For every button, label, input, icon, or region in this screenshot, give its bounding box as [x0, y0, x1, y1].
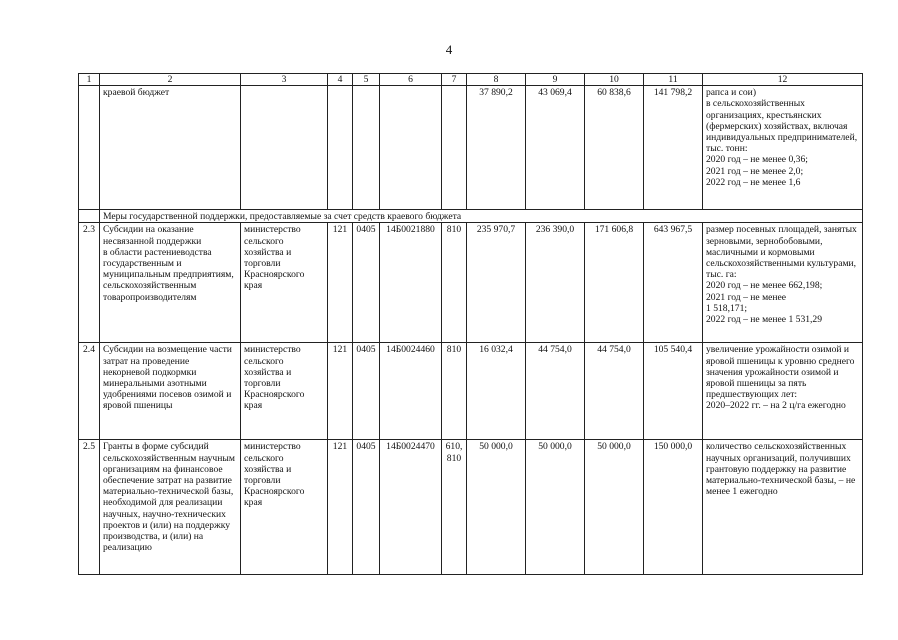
measures-table	[78, 73, 863, 575]
cell-2022: 50 000,0	[585, 440, 644, 575]
cell-grbs: 121	[328, 223, 353, 343]
cell-empty	[442, 86, 467, 210]
cell-result: размер посевных площадей, занятых зерновыми, зернобобовыми, масличными и кормовыми сельскохозяйственными культурами, тыс. га: 2020 год – не менее 662,198; 2021 год – не менее 1 518,171; 2022 год – не менее 1 531,29	[703, 223, 863, 343]
col-header: 9	[526, 74, 585, 86]
cell-2022: 171 606,8	[585, 223, 644, 343]
cell-executor: министерство сельского хозяйства и торговли Красноярского края	[241, 223, 328, 343]
cell-grbs: 121	[328, 343, 353, 440]
cell-total: 643 967,5	[644, 223, 703, 343]
table-row	[79, 223, 863, 343]
cell-name: краевой бюджет	[100, 86, 241, 210]
col-header: 6	[380, 74, 442, 86]
cell-vr: 810	[442, 223, 467, 343]
cell-empty	[79, 210, 100, 223]
cell-2022: 60 838,6	[585, 86, 644, 210]
cell-name: Гранты в форме субсидий сельскохозяйственным научным организациям на финансовое обеспечение затрат на развитие материально-технической базы, необходимой для реализации научных, научно-технических проектов и (или) на поддержку производства, и (или) на реализацию	[100, 440, 241, 575]
cell-2020: 235 970,7	[467, 223, 526, 343]
cell-empty	[328, 86, 353, 210]
cell-csr: 14Б0021880	[380, 223, 442, 343]
cell-empty	[79, 86, 100, 210]
col-header: 4	[328, 74, 353, 86]
cell-vr: 810	[442, 343, 467, 440]
cell-empty	[353, 86, 380, 210]
cell-2020: 37 890,2	[467, 86, 526, 210]
col-header: 1	[79, 74, 100, 86]
cell-csr: 14Б0024470	[380, 440, 442, 575]
cell-rzpr: 0405	[353, 223, 380, 343]
cell-total: 150 000,0	[644, 440, 703, 575]
header-row	[79, 74, 863, 86]
cell-total: 141 798,2	[644, 86, 703, 210]
cell-result: рапса и сои) в сельскохозяйственных организациях, крестьянских (фермерских) хозяйствах, включая индивидуальных предпринимателей, тыс. тонн: 2020 год – не менее 0,36; 2021 год – не менее 2,0; 2022 год – не менее 1,6	[703, 86, 863, 210]
table-row	[79, 440, 863, 575]
cell-empty	[241, 86, 328, 210]
page-number: 4	[445, 42, 453, 57]
cell-executor: министерство сельского хозяйства и торговли Красноярского края	[241, 343, 328, 440]
cell-name: Субсидии на возмещение части затрат на проведение некорневой подкормки минеральными азотными удобрениями посевов озимой и яровой пшеницы	[100, 343, 241, 440]
cell-2021: 236 390,0	[526, 223, 585, 343]
cell-2021: 50 000,0	[526, 440, 585, 575]
col-header: 12	[703, 74, 863, 86]
cell-csr: 14Б0024460	[380, 343, 442, 440]
cell-2022: 44 754,0	[585, 343, 644, 440]
section-title: Меры государственной поддержки, предоставляемые за счет средств краевого бюджета	[100, 210, 863, 223]
cell-total: 105 540,4	[644, 343, 703, 440]
col-header: 7	[442, 74, 467, 86]
col-header: 3	[241, 74, 328, 86]
table-row	[79, 343, 863, 440]
col-header: 11	[644, 74, 703, 86]
col-header: 5	[353, 74, 380, 86]
cell-2020: 16 032,4	[467, 343, 526, 440]
col-header: 8	[467, 74, 526, 86]
cell-vr: 610, 810	[442, 440, 467, 575]
col-header: 10	[585, 74, 644, 86]
section-row	[79, 210, 863, 223]
cell-rzpr: 0405	[353, 343, 380, 440]
cell-num: 2.4	[79, 343, 100, 440]
cell-result: количество сельскохозяйственных научных организаций, получивших грантовую поддержку на развитие материально-технической базы, – не менее 1 ежегодно	[703, 440, 863, 575]
col-header: 2	[100, 74, 241, 86]
cell-2021: 43 069,4	[526, 86, 585, 210]
cell-2021: 44 754,0	[526, 343, 585, 440]
cell-empty	[380, 86, 442, 210]
cell-grbs: 121	[328, 440, 353, 575]
cell-num: 2.5	[79, 440, 100, 575]
cell-executor: министерство сельского хозяйства и торговли Красноярского края	[241, 440, 328, 575]
cell-rzpr: 0405	[353, 440, 380, 575]
cell-2020: 50 000,0	[467, 440, 526, 575]
cell-num: 2.3	[79, 223, 100, 343]
table-row-continuation	[79, 86, 863, 210]
cell-name: Субсидии на оказание несвязанной поддержки в области растениеводства государственным и муниципальным предприятиям, сельскохозяйственным товаропроизводителям	[100, 223, 241, 343]
cell-result: увеличение урожайности озимой и яровой пшеницы к уровню среднего значения урожайности озимой и яровой пшеницы за пять предшествующих лет: 2020–2022 гг. – на 2 ц/га ежегодно	[703, 343, 863, 440]
